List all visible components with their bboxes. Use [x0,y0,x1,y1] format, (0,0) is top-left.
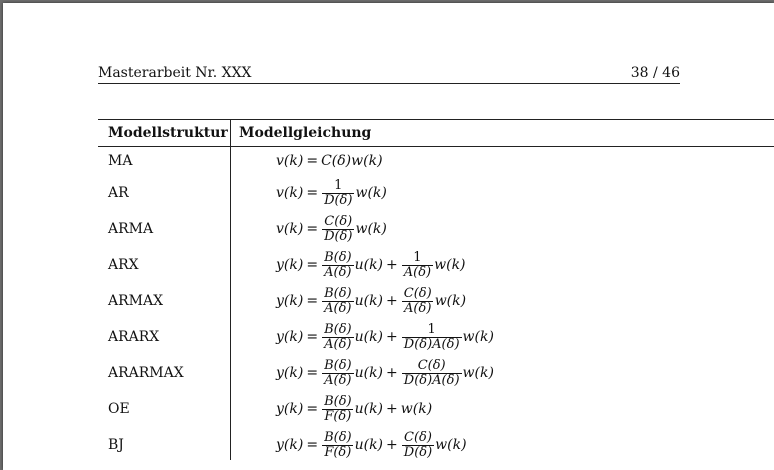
table-row [98,283,774,319]
model-name: ARARX [108,329,160,345]
model-name: ARARMAX [108,365,184,381]
table-row [98,175,774,211]
model-equation: y(k) = $\frac{B(\delta)}{A(\delta)}$ u(k) + $\frac{1}{D(\delta)A(\delta)}$ w(k) [276,321,494,352]
header-modellstruktur: Modellstruktur [108,125,228,141]
model-name: ARX [108,257,139,273]
model-name: ARMA [108,221,154,237]
table-row [98,427,774,463]
table-row [98,247,774,283]
model-name: MA [108,153,133,169]
model-name: ARMAX [108,293,164,309]
model-name: AR [108,185,129,201]
table-header [98,120,774,147]
model-equation: v(k) = C(δ) w(k) [276,153,383,169]
model-equation: y(k) = $\frac{B(\delta)}{A(\delta)}$ u(k) + $\frac{C(\delta)}{A(\delta)}$ w(k) [276,285,467,316]
model-equation: v(k) = $\frac{C(\delta)}{D(\delta)}$ w(k) [276,213,387,244]
table-row [98,211,774,247]
model-name: BJ [108,437,124,453]
model-equation: y(k) = $\frac{B(\delta)}{F(\delta)}$ u(k) + $\frac{C(\delta)}{D(\delta)}$ w(k) [276,429,467,460]
header-modellgleichung: Modellgleichung [239,125,372,141]
page-number: 38 / 46 [630,65,680,81]
model-equation: v(k) = $\frac{1}{D(\delta)}$ w(k) [276,177,387,208]
model-equation: y(k) = $\frac{B(\delta)}{A(\delta)}$ u(k) + $\frac{1}{A(\delta)}$ w(k) [276,249,466,280]
model-name: OE [108,401,130,417]
table-row [98,319,774,355]
model-equation: y(k) = $\frac{B(\delta)}{F(\delta)}$ u(k) + w(k) [276,393,433,424]
document-title: Masterarbeit Nr. XXX [98,65,252,81]
table-row [98,391,774,427]
table-row [98,147,774,175]
document-page [3,3,774,470]
model-equation: y(k) = $\frac{B(\delta)}{A(\delta)}$ u(k) + $\frac{C(\delta)}{D(\delta)A(\delta)}$ w(k) [276,357,494,388]
page-header [98,63,680,84]
model-structure-table [98,119,774,463]
table-row [98,355,774,391]
